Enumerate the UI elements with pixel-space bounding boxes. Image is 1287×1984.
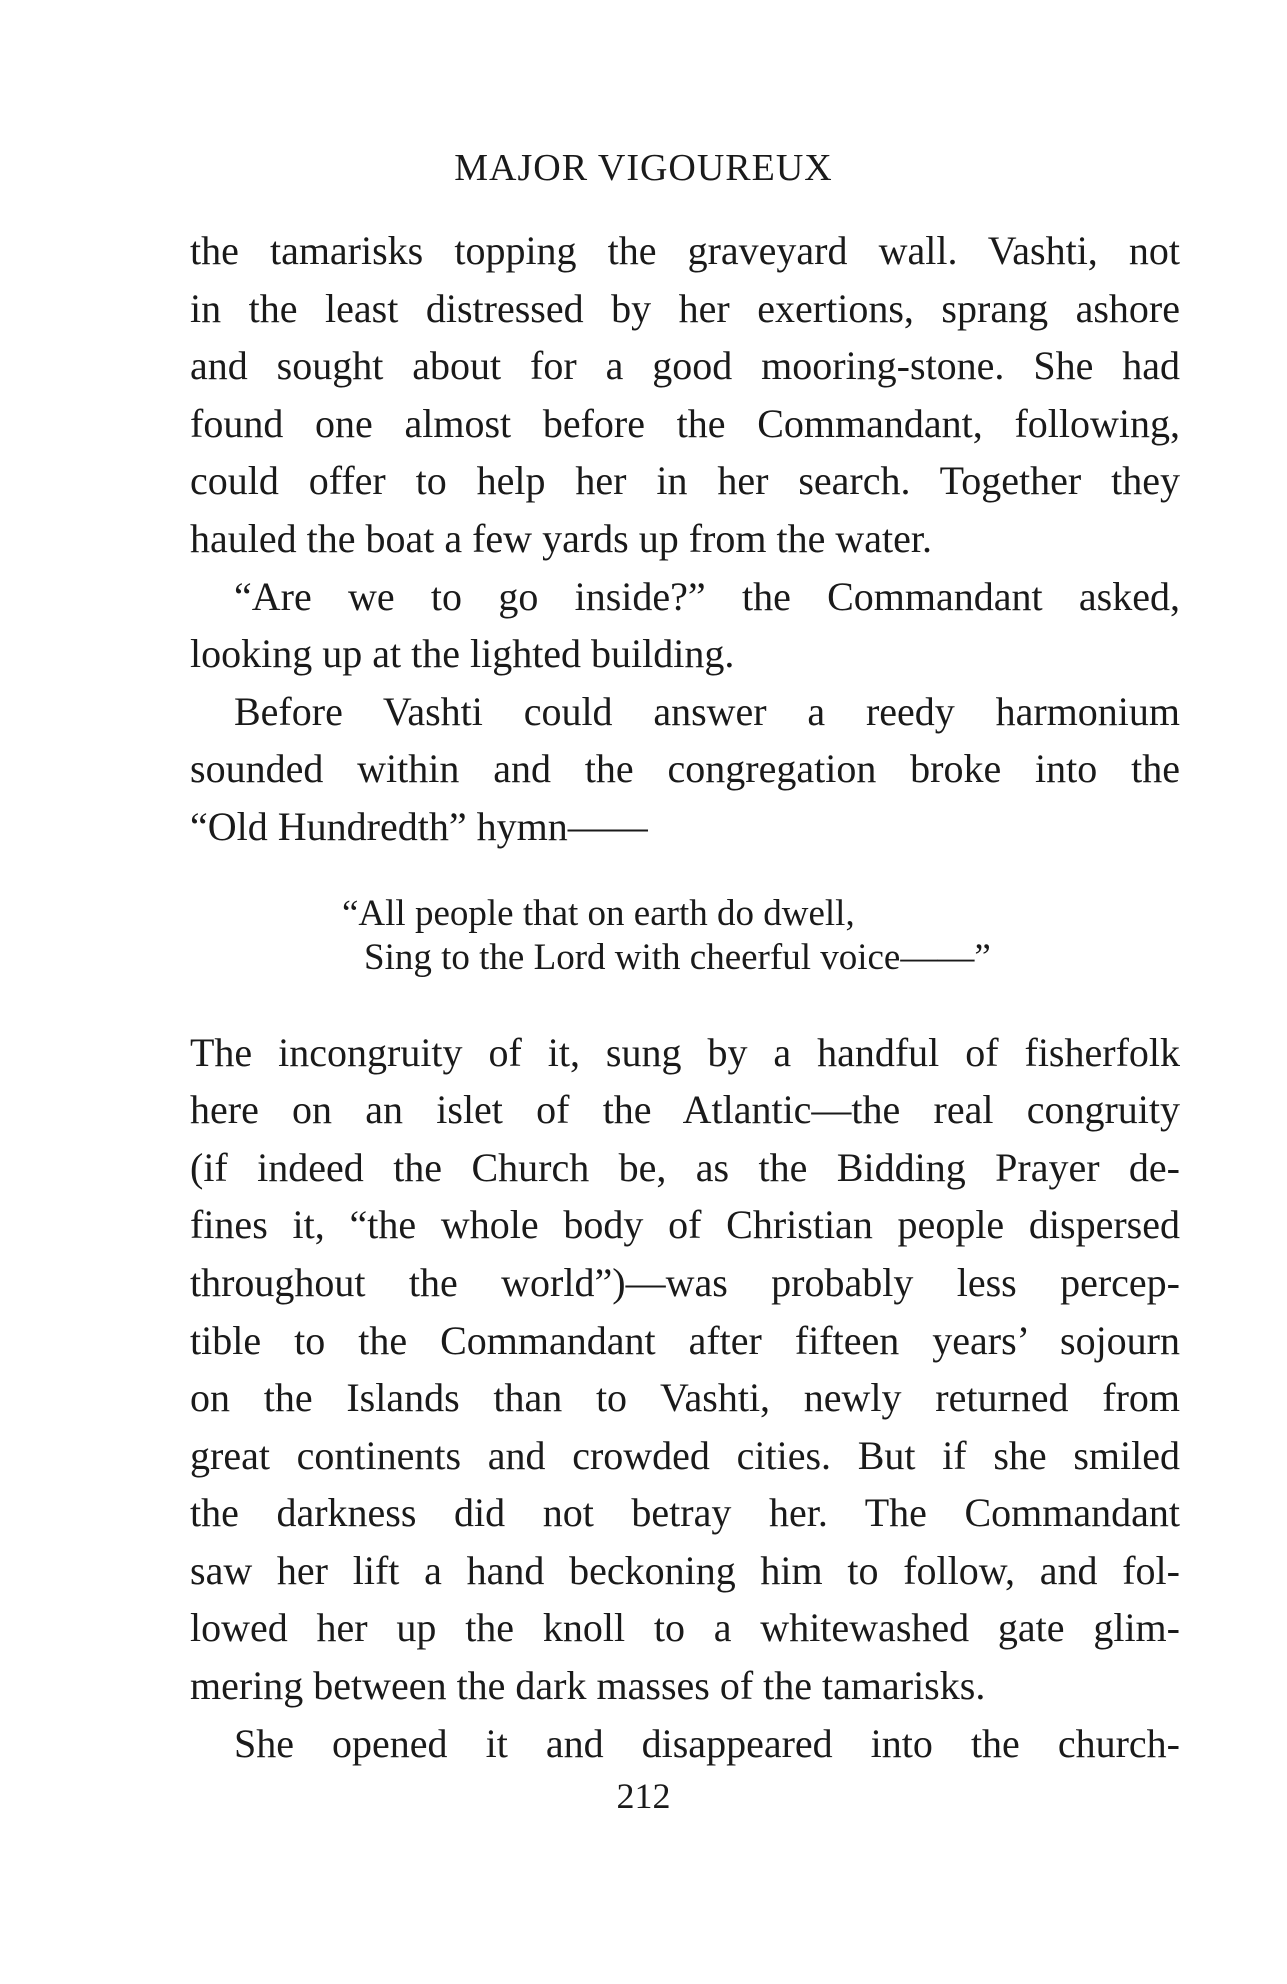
text-line: She opened it and disappeared into the church- bbox=[234, 1720, 1180, 1766]
text-line: found one almost before the Commandant, following, bbox=[190, 400, 1180, 446]
text-line: fines it, “the whole body of Christian people dispersed bbox=[190, 1202, 1180, 1248]
text-line: mering between the dark masses of the tamarisks. bbox=[190, 1663, 986, 1709]
paragraph-4 bbox=[190, 1024, 1180, 1715]
hymn-verse bbox=[190, 892, 1180, 980]
paragraph-2 bbox=[190, 568, 1180, 683]
text-line: the tamarisks topping the graveyard wall. Vashti, not bbox=[190, 228, 1180, 273]
text-line: saw her lift a hand beckoning him to follow, and fol- bbox=[190, 1547, 1180, 1593]
text-line: tible to the Commandant after fifteen years’ sojourn bbox=[190, 1317, 1180, 1363]
text-line: could offer to help her in her search. Together they bbox=[190, 458, 1180, 504]
text-line: and sought about for a good mooring-stone. She had bbox=[190, 343, 1180, 389]
text-line: Before Vashti could answer a reedy harmonium bbox=[234, 688, 1180, 734]
text-line: The incongruity of it, sung by a handful of fisherfolk bbox=[190, 1029, 1180, 1075]
text-line: lowed her up the knoll to a whitewashed gate glim- bbox=[190, 1605, 1180, 1651]
text-line: throughout the world”)—was probably less percep- bbox=[190, 1259, 1180, 1305]
body-text bbox=[190, 222, 1180, 1772]
page-number: 212 bbox=[616, 1776, 671, 1816]
text-line: great continents and crowded cities. But if she smiled bbox=[190, 1432, 1180, 1478]
verse-line: “All people that on earth do dwell, bbox=[342, 892, 855, 934]
text-line: “Are we to go inside?” the Commandant asked, bbox=[234, 573, 1180, 619]
paragraph-3 bbox=[190, 683, 1180, 856]
text-line: here on an islet of the Atlantic—the real congruity bbox=[190, 1087, 1180, 1133]
running-head: MAJOR VIGOUREUX bbox=[454, 147, 833, 189]
text-line: the darkness did not betray her. The Commandant bbox=[190, 1490, 1180, 1536]
text-line: (if indeed the Church be, as the Bidding Prayer de- bbox=[190, 1144, 1180, 1190]
text-line: hauled the boat a few yards up from the water. bbox=[190, 515, 932, 561]
text-line: “Old Hundredth” hymn—— bbox=[190, 803, 648, 849]
text-line: on the Islands than to Vashti, newly returned from bbox=[190, 1375, 1180, 1421]
verse-line: Sing to the Lord with cheerful voice——” bbox=[364, 936, 991, 978]
paragraph-5 bbox=[190, 1715, 1180, 1773]
text-line: looking up at the lighted building. bbox=[190, 631, 735, 677]
text-line: sounded within and the congregation broke into the bbox=[190, 746, 1180, 792]
paragraph-1 bbox=[190, 222, 1180, 568]
text-line: in the least distressed by her exertions, sprang ashore bbox=[190, 285, 1180, 331]
